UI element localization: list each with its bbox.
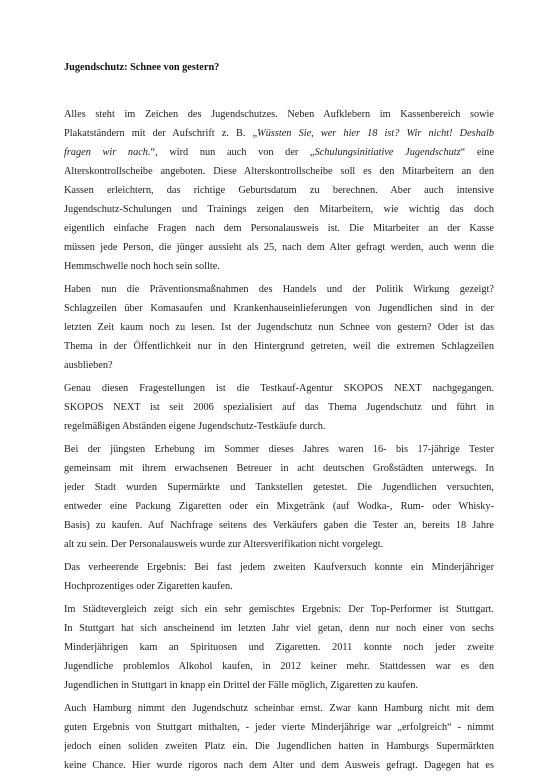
text-line xyxy=(64,299,494,318)
text-line xyxy=(64,238,494,257)
text-segment: Plakatständern mit der Aufschrift z. B. „ xyxy=(64,128,258,139)
document-body xyxy=(64,58,494,779)
text-line xyxy=(64,718,494,737)
text-segment: Jugendliche problemlos Alkohol kaufen, in 2012 keiner mehr. Stattdessen war es den xyxy=(64,661,494,672)
text-segment: Kassen erleichtern, das richtige Geburtsdatum zu berechnen. Aber auch intensive xyxy=(64,185,494,196)
text-segment: Bei der jüngsten Erhebung im Sommer dieses Jahres waren 16- bis 17-jährige Tester xyxy=(64,444,494,455)
text-segment: “ eine xyxy=(460,147,494,158)
text-line xyxy=(64,459,494,478)
text-segment: Schlagzeilen über Komasaufen und Krankenhauseinlieferungen von Jugendlichen sind in der xyxy=(64,303,494,314)
paragraph xyxy=(64,105,494,276)
text-segment: jeder Stadt wurden Supermärkte und Tankstellen getestet. Die Jugendlichen versuchten, xyxy=(64,482,494,493)
italic-text: fragen wir nach. xyxy=(64,147,151,158)
text-line xyxy=(64,756,494,775)
text-line xyxy=(64,737,494,756)
text-segment: Alles steht im Zeichen des Jugendschutzes. Neben Aufklebern im Kassenbereich sowie xyxy=(64,109,494,120)
text-segment: Hemmschwelle noch hoch sein sollte. xyxy=(64,261,220,272)
text-line xyxy=(64,124,494,143)
text-line xyxy=(64,143,494,162)
text-line xyxy=(64,657,494,676)
text-line xyxy=(64,638,494,657)
text-segment: “, wird nun auch von der „ xyxy=(150,147,315,158)
paragraph xyxy=(64,558,494,596)
text-segment: Jugendschutz-Schulungen und Trainings zeigen den Mitarbeitern, wie wichtig das doch xyxy=(64,204,494,215)
text-segment: gemeinsam mit ihrem erwachsenen Betreuer in acht deutschen Großstädten unterwegs. In xyxy=(64,463,494,474)
text-segment: SKOPOS NEXT ist seit 2006 spezialisiert auf das Thema Jugendschutz und führt in xyxy=(64,402,494,413)
paragraph xyxy=(64,600,494,695)
text-line xyxy=(64,318,494,337)
text-segment: Basis) zu kaufen. Auf Nachfrage seitens des Verkäufers gaben die Tester an, bereits 18 Jahre xyxy=(64,520,494,531)
text-line xyxy=(64,676,494,695)
text-line xyxy=(64,181,494,200)
italic-text: Wüssten Sie, wer hier 18 ist? Wir nicht! Deshalb xyxy=(257,128,494,139)
text-segment: guten Ergebnis von Stuttgart mithalten, - jeder vierte Minderjährige war „erfolgreich“ - nimmt xyxy=(64,722,494,733)
text-line xyxy=(64,600,494,619)
text-segment: In Stuttgart hat sich anscheinend im letzten Jahr viel getan, denn nur noch einer von sechs xyxy=(64,623,494,634)
paragraph xyxy=(64,440,494,554)
text-line xyxy=(64,619,494,638)
text-segment: müssen jede Person, die jünger aussieht als 25, nach dem Alter gefragt werden, auch wenn die xyxy=(64,242,494,253)
paragraph xyxy=(64,280,494,375)
text-line xyxy=(64,356,494,375)
text-line xyxy=(64,105,494,124)
document-title: Jugendschutz: Schnee von gestern? xyxy=(64,62,220,73)
text-segment: Genau diesen Fragestellungen ist die Testkauf-Agentur SKOPOS NEXT nachgegangen. xyxy=(64,383,494,394)
text-line xyxy=(64,162,494,181)
text-line xyxy=(64,337,494,356)
text-line xyxy=(64,699,494,718)
text-segment: regelmäßigen Abständen eigene Jugendschutz-Testkäufe durch. xyxy=(64,421,326,432)
text-segment: ausblieben? xyxy=(64,360,113,371)
text-line xyxy=(64,379,494,398)
text-line xyxy=(64,200,494,219)
text-line xyxy=(64,398,494,417)
text-line xyxy=(64,516,494,535)
text-line xyxy=(64,280,494,299)
text-segment: keine Chance. Hier wurde rigoros nach dem Alter und dem Ausweis gefragt. Dagegen hat es xyxy=(64,760,494,771)
text-segment: letzten Zeit kaum noch zu lesen. Ist der Jugendschutz nun Schnee von gestern? Oder ist das xyxy=(64,322,494,333)
text-segment: Hochprozentiges oder Zigaretten kaufen. xyxy=(64,581,233,592)
text-line xyxy=(64,558,494,577)
paragraph xyxy=(64,379,494,436)
text-segment: Auch Hamburg nimmt den Jugendschutz scheinbar ernst. Zwar kann Hamburg nicht mit dem xyxy=(64,703,494,714)
text-segment: alt zu sein. Der Personalausweis wurde zur Altersverifikation nicht vorgelegt. xyxy=(64,539,384,550)
text-segment: Thema in der Öffentlichkeit nur in den Hintergrund getreten, weil die extremen Schlagzeilen xyxy=(64,341,494,352)
paragraph-list xyxy=(64,105,494,775)
text-line xyxy=(64,257,494,276)
text-segment: Minderjährigen kam an Spirituosen und Zigaretten. 2011 konnte noch jeder zweite xyxy=(64,642,494,653)
text-line xyxy=(64,478,494,497)
text-segment: entweder eine Packung Zigaretten oder ein Mixgetränk (auf Wodka-, Rum- oder Whisky- xyxy=(64,501,494,512)
text-segment: Alterskontrollscheibe angeboten. Diese Alterskontrollscheibe soll es den Mitarbeitern an den xyxy=(64,166,494,177)
text-segment: eigentlich einfache Fragen nach dem Personalausweis ist. Die Mitarbeiter an der Kasse xyxy=(64,223,494,234)
italic-text: Schulungsinitiative Jugendschutz xyxy=(314,147,461,158)
text-line xyxy=(64,535,494,554)
paragraph xyxy=(64,699,494,775)
text-segment: Haben nun die Präventionsmaßnahmen des Handels und der Politik Wirkung gezeigt? xyxy=(64,284,494,295)
text-line xyxy=(64,497,494,516)
text-segment: jedoch einen soliden zweiten Platz ein. Die Jugendlichen hatten in Hamburgs Supermärkten xyxy=(64,741,494,752)
text-line xyxy=(64,440,494,459)
text-line xyxy=(64,577,494,596)
text-line xyxy=(64,417,494,436)
text-segment: Jugendlichen in Stuttgart in knapp ein Drittel der Fälle möglich, Zigaretten zu kaufen. xyxy=(64,680,419,691)
text-segment: Das verheerende Ergebnis: Bei fast jedem zweiten Kaufversuch konnte ein Minderjähriger xyxy=(64,562,494,573)
text-line xyxy=(64,219,494,238)
text-segment: Im Städtevergleich zeigt sich ein sehr gemischtes Ergebnis: Der Top-Performer ist Stuttgart. xyxy=(64,604,494,615)
